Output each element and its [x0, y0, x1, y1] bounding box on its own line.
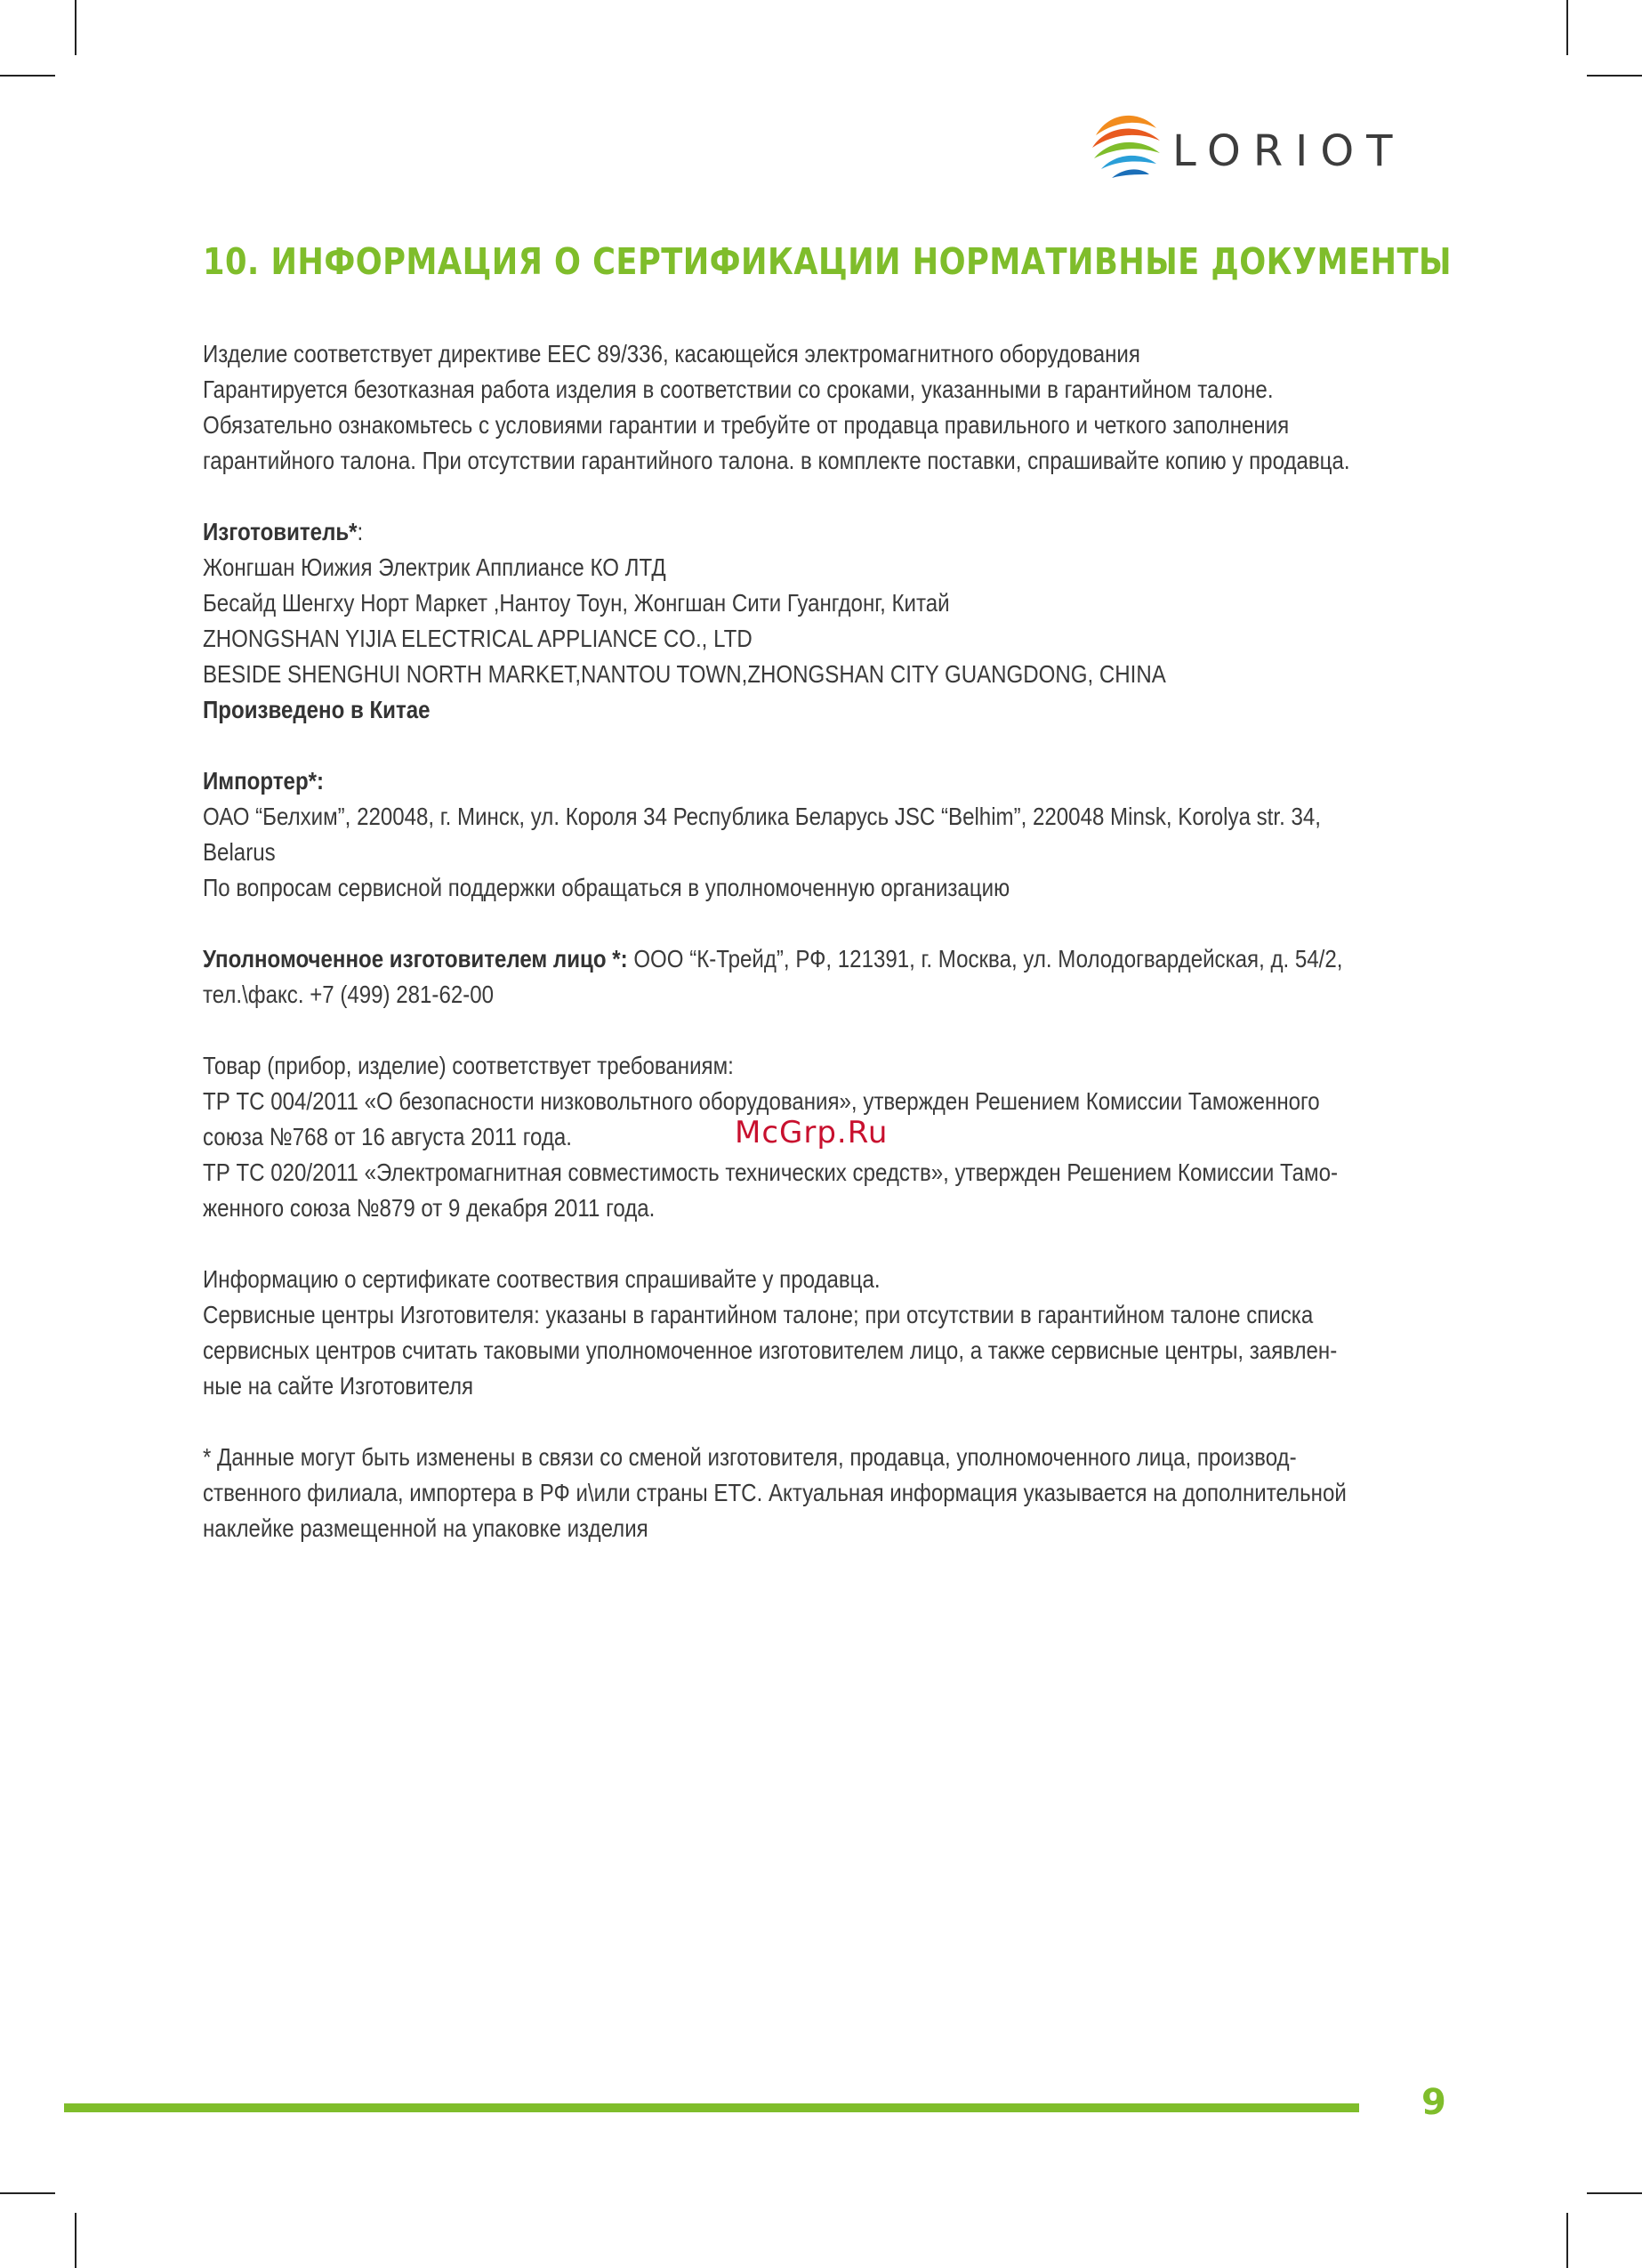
authorized-line: Уполномоченное изготовителем лицо *: ООО “К-Трейд”, РФ, 121391, г. Москва, ул. Молодогвардейская, д. 54/2,: [203, 945, 1343, 973]
requirements-line: Товар (прибор, изделие) соответствует требованиям:: [203, 1052, 734, 1079]
manufacturer-line: Бесайд Шенгху Норт Маркет ,Нантоу Тоун, Жонгшан Сити Гуангдонг, Китай: [203, 589, 950, 617]
loriot-swirl-icon: [1085, 105, 1165, 185]
intro-line: Изделие соответствует директиве ЕЕС 89/336, касающейся электромагнитного оборудования: [203, 340, 1140, 367]
requirements-line: союза №768 от 16 августа 2011 года.: [203, 1123, 572, 1150]
footnote-line: ственного филиала, импортера в РФ и\или страны ЕТС. Актуальная информация указывается на дополнительной: [203, 1479, 1347, 1506]
importer-line: Belarus: [203, 838, 276, 866]
service-line: Информацию о сертификате соотвествия спрашивайте у продавца.: [203, 1265, 881, 1293]
intro-line: Обязательно ознакомьтесь с условиями гарантии и требуйте от продавца правильного и четкого заполнения: [203, 411, 1290, 439]
requirements-line: женного союза №879 от 9 декабря 2011 года.: [203, 1194, 656, 1222]
crop-mark-bottom-left-h: [0, 2192, 55, 2194]
intro-line: Гарантируется безотказная работа изделия в соответствии со сроками, указанными в гарантийном талоне.: [203, 375, 1274, 403]
footer-accent-bar: [64, 2103, 1359, 2112]
crop-mark-bottom-right: [1566, 2213, 1568, 2268]
authorized-section: [203, 941, 1626, 1013]
requirements-line: ТР ТС 004/2011 «О безопасности низковольтного оборудования», утвержден Решением Комиссии Таможенного: [203, 1087, 1320, 1115]
requirements-section: [203, 1048, 1626, 1226]
manufacturer-line: BESIDE SHENGHUI NORTH MARKET,NANTOU TOWN,ZHONGSHAN CITY GUANGDONG, CHINA: [203, 660, 1166, 688]
made-in-label: Произведено в Китае: [203, 696, 431, 723]
footnote-section: [203, 1440, 1626, 1546]
requirements-line: ТР ТС 020/2011 «Электромагнитная совместимость технических средств», утвержден Решением Комиссии Тамо-: [203, 1158, 1338, 1186]
intro-line: гарантийного талона. При отсутствии гарантийного талона. в комплекте поставки, спрашивайте копию у продавца.: [203, 447, 1350, 474]
crop-mark-top-right-h: [1587, 75, 1642, 77]
service-line: ные на сайте Изготовителя: [203, 1372, 474, 1400]
service-line: Сервисные центры Изготовителя: указаны в гарантийном талоне; при отсутствии в гарантийном талоне списка: [203, 1301, 1314, 1328]
manufacturer-line: ZHONGSHAN YIJIA ELECTRICAL APPLIANCE CO., LTD: [203, 625, 753, 652]
manufacturer-line: Жонгшан Юижия Электрик Апплиансе КО ЛТД: [203, 553, 666, 581]
importer-section: [203, 763, 1626, 906]
brand-logo: [1085, 105, 1441, 194]
service-line: сервисных центров считать таковыми уполномоченное изготовителем лицо, а также сервисные центры, заявлен-: [203, 1336, 1338, 1364]
document-body: [203, 336, 1626, 1582]
manufacturer-section: [203, 514, 1626, 728]
importer-line: ОАО “Белхим”, 220048, г. Минск, ул. Короля 34 Республика Беларусь JSC “Belhim”, 220048 Minsk, Korolya str. 34,: [203, 803, 1321, 830]
crop-mark-top-right: [1566, 0, 1568, 55]
authorized-contact: тел.\факс. +7 (499) 281-62-00: [203, 981, 495, 1008]
crop-mark-bottom-right-h: [1587, 2192, 1642, 2194]
importer-line: По вопросам сервисной поддержки обращаться в уполномоченную организацию: [203, 874, 1010, 901]
footnote-line: наклейке размещенной на упаковке изделия: [203, 1514, 648, 1542]
service-section: [203, 1262, 1626, 1404]
page-title: 10. ИНФОРМАЦИЯ О СЕРТИФИКАЦИИ НОРМАТИВНЫЕ ДОКУМЕНТЫ: [203, 240, 1452, 283]
brand-wordmark: LORIOT: [1172, 126, 1405, 176]
footnote-line: * Данные могут быть изменены в связи со сменой изготовителя, продавца, уполномоченного лица, производ-: [203, 1443, 1297, 1471]
page-number: 9: [1421, 2082, 1446, 2123]
crop-mark-bottom-left: [75, 2213, 76, 2268]
watermark-text: McGrp.Ru: [735, 1115, 889, 1150]
crop-mark-top-left: [75, 0, 76, 55]
intro-paragraph: [203, 336, 1626, 479]
crop-mark-top-left-h: [0, 75, 55, 77]
importer-heading: Импортер*:: [203, 767, 325, 795]
manufacturer-heading: Изготовитель*:: [203, 518, 364, 545]
